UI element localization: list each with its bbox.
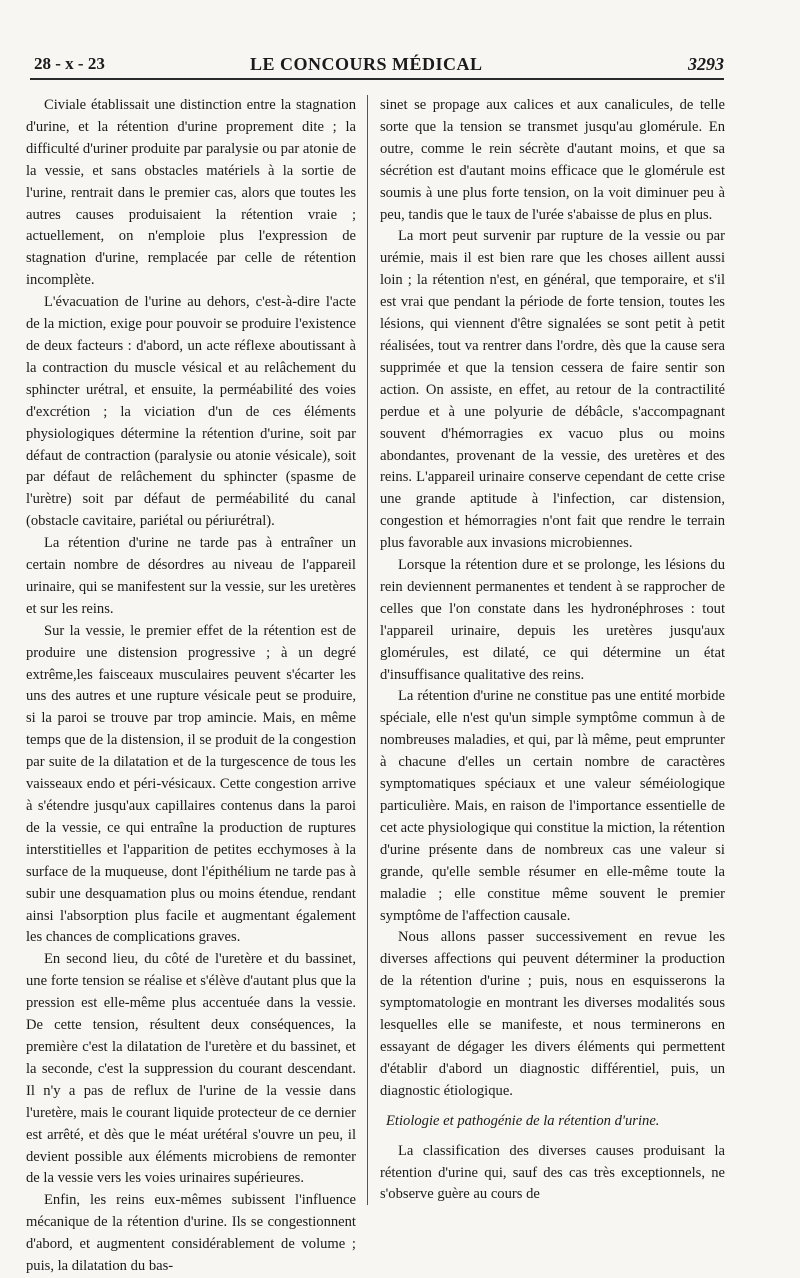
paragraph: Lorsque la rétention dure et se prolonge, les lésions du rein deviennent permanentes et tendent à se rapprocher de celles que l'on constate dans les hydronéphroses : tout l'appareil urinaire, depuis les uretères jusqu'aux glomérules, est dilaté, ce qui détermine un état d'insuffisance qualitative des reins.	[380, 557, 725, 683]
journal-title: LE CONCOURS MÉDICAL	[250, 54, 483, 74]
column-divider	[367, 95, 368, 1205]
paragraph: La mort peut survenir par rupture de la vessie ou par urémie, mais il est bien rare que les choses aillent aussi loin ; la rétention n'est, en général, que temporaire, et s'il est vrai que pendant la période de forte tension, toutes les lésions, qui viennent d'être signalées se sont petit à petit réalisées, tout va rentrer dans l'ordre, dès que la cause sera supprimée et que la tension cessera de faire sentir son action. On assiste, en effet, au retour de la contractilité perdue et à une polyurie de débâcle, s'accompagnant souvent d'hémorragies ex vacuo plus ou moins abondantes, provenant de la vessie, des uretères et des reins. L'appareil urinaire conserve cependant de cette crise une grande aptitude à l'infection, car distension, congestion et hémorragies n'ont fait que rendre le terrain plus favorable aux invasions microbiennes.	[380, 228, 725, 552]
paragraph: La rétention d'urine ne tarde pas à entraîner un certain nombre de désordres au niveau de l'appareil urinaire, qui se manifestent sur la vessie, sur les uretères et sur les reins.	[26, 535, 356, 617]
page-header	[30, 50, 724, 80]
paragraph: Civiale établissait une distinction entre la stagnation d'urine, et la rétention d'urine proprement dite ; la difficulté d'uriner produite par paralysie ou par atonie de la vessie, et sans obstacles matériels à la sortie de l'urine, rentrait dans le premier cas, alors que toutes les autres causes produisaient la rétention vraie ; actuellement, on n'emploie plus l'expression de stagnation d'urine, remplacée par celle de rétention incomplète.	[26, 97, 356, 289]
paragraph: La classification des diverses causes produisant la rétention d'urine qui, sauf des cas très exceptionnels, ne s'observe guère au cours de	[380, 1142, 725, 1203]
page-number: 3293	[688, 54, 724, 74]
left-column	[26, 95, 356, 1278]
right-column	[380, 95, 725, 1206]
section-heading: Etiologie et pathogénie de la rétention d'urine.	[386, 1112, 660, 1129]
paragraph: La rétention d'urine ne constitue pas une entité morbide spéciale, elle n'est qu'un simple symptôme commun à de nombreuses maladies, et qui, par là même, peut emprunter à chacune d'elles un certain nombre de caractères symptomatiques spéciaux et une valeur séméiologique particulière. Mais, en raison de l'importance essentielle de cet acte physiologique qui constitue la miction, la rétention d'urine présente dans de nombreux cas une valeur si grande, qu'elle semble résumer en elle-même toute la maladie ; elle constitue même souvent le premier symptôme de l'affection causale.	[380, 688, 725, 924]
paragraph: L'évacuation de l'urine au dehors, c'est-à-dire l'acte de la miction, exige pour pouvoir se produire l'existence de deux facteurs : d'abord, un acte réflexe aboutissant à la contraction du muscle vésical et au relâchement du sphincter urétral, et ensuite, la perméabilité des voies d'excrétion ; la viciation d'un de ces éléments physiologiques détermine la rétention d'urine, soit par défaut de contraction (paralysie ou atonie vésicale), soit par défaut de relâchement du sphincter (spasme de l'urètre) soit par défaut de perméabilité du canal (obstacle cavitaire, pariétal ou périurétral).	[26, 294, 356, 530]
paragraph: Enfin, les reins eux-mêmes subissent l'influence mécanique de la rétention d'urine. Ils se congestionnent d'abord, et augmentent considérablement de volume ; puis, la dilatation du bas-	[26, 1192, 356, 1275]
paragraph: En second lieu, du côté de l'uretère et du bassinet, une forte tension se réalise et s'élève d'autant plus que la pression est elle-même plus accentuée dans la vessie. De cette tension, résultent deux conséquences, la première c'est la dilatation de l'uretère et du bassinet, et la seconde, c'est la suppression du courant descendant. Il n'y a pas de reflux de l'urine de la vessie dans l'uretère, mais le courant liquide protecteur de ce dernier est arrêté, et dès que le méat urétéral s'ouvre un peu, il devient possible aux éléments microbiens de remonter de la vessie vers les voies urinaires supérieures.	[26, 951, 356, 1187]
paragraph: Nous allons passer successivement en revue les diverses affections qui peuvent déterminer la production de la rétention d'urine ; puis, nous en esquisserons la symptomatologie en montrant les diverses modalités sous lesquelles elle se manifeste, et nous terminerons en essayant de dégager les divers éléments qui permettent d'établir d'abord un diagnostic différentiel, puis, un diagnostic étiologique.	[380, 929, 725, 1099]
issue-date: 28 - x - 23	[34, 54, 105, 73]
paragraph: sinet se propage aux calices et aux canalicules, de telle sorte que la tension se transmet jusqu'au glomérule. En outre, comme le rein sécrète d'autant moins, et que sa sécrétion est d'autant moins efficace que le glomérule est soumis à une plus forte tension, on la voit diminuer peu à peu, tandis que le taux de l'urée s'abaisse de plus en plus.	[380, 97, 725, 223]
paragraph: Sur la vessie, le premier effet de la rétention est de produire une distension progressive ; à un degré extrême,les faisceaux musculaires peuvent s'écarter les uns des autres et une rupture vésicale peut se produire, si la paroi se trouve par trop amincie. Mais, en même temps que de la distension, il se produit de la congestion par suite de la dilatation et de la turgescence de tous les vaisseaux endo et péri-vésicaux. Cette congestion arrive à s'étendre jusqu'aux capillaires contenus dans la paroi de la vessie, ce qui entraîne la production de ruptures interstitielles et l'apparition de petites ecchymoses à la surface de la muqueuse, dont l'épithélium ne tarde pas à subir une desquamation plus ou moins étendue, rendant ainsi l'absorption plus facile et augmentant également les chances de complications graves.	[26, 622, 356, 946]
